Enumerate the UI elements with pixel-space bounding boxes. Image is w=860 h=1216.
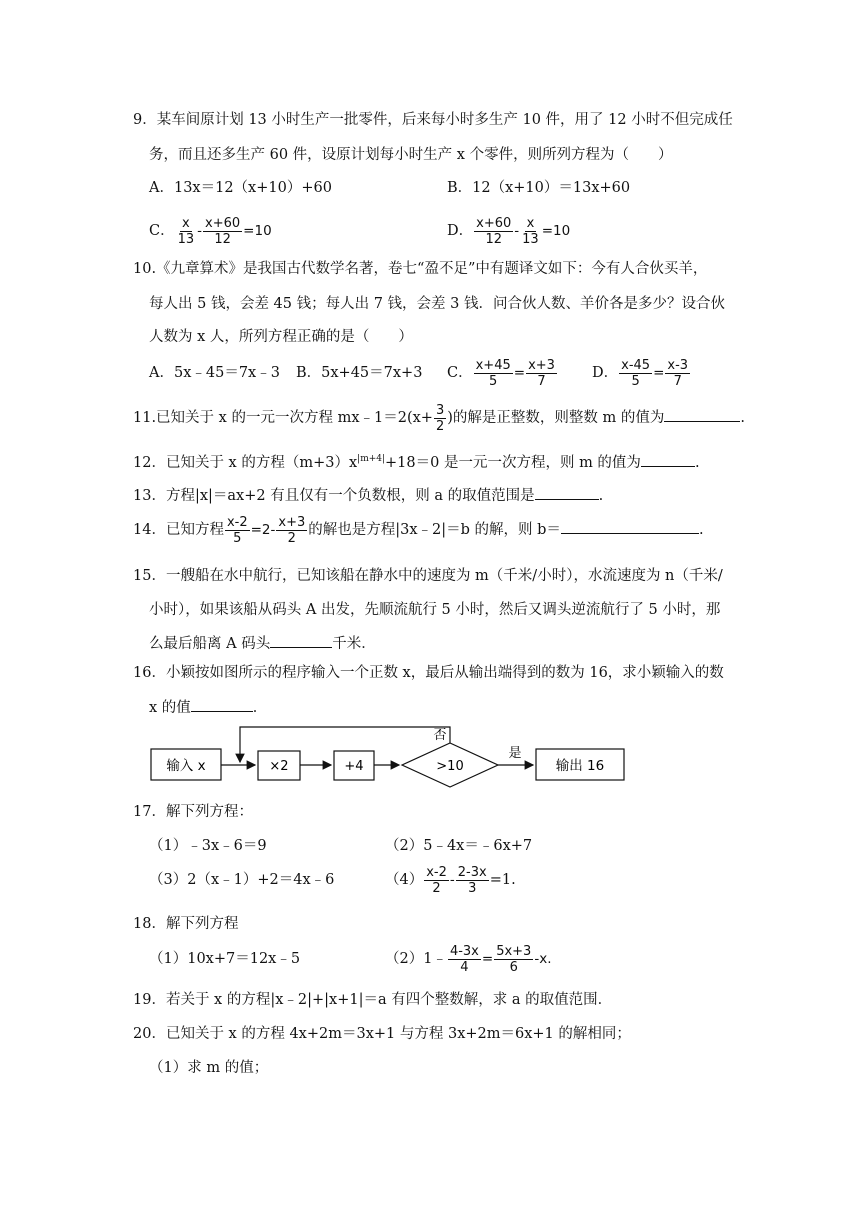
answer-blank — [561, 519, 699, 534]
q10-option-b: B．5x+45＝7x+3 — [296, 365, 423, 381]
q9-option-b: B．12（x+10）＝13x+60 — [447, 180, 631, 196]
q9-option-a: A．13x＝12（x+10）+60 — [149, 180, 332, 196]
q10-line2: 每人出 5 钱，会差 45 钱；每人出 7 钱，会差 3 钱．问合伙人数、羊价各是多少？设合伙 — [149, 296, 725, 312]
q15-line1: 15．一艘船在水中航行，已知该船在静水中的速度为 m（千米/小时），水流速度为 n（千米/ — [133, 568, 723, 584]
flow-add-label: +4 — [344, 759, 364, 774]
flow-no-label: 否 — [433, 728, 447, 743]
flow-condition-label: >10 — [436, 759, 464, 774]
q19: 19．若关于 x 的方程|x﹣2|+|x+1|＝a 有四个整数解，求 a 的取值范围． — [133, 992, 613, 1008]
q18-title: 18．解下列方程 — [133, 916, 239, 932]
q10-option-c: C． $\frac{x+45}{5}$ = $\frac{x+3}{7}$ — [447, 357, 555, 389]
q9-option-c: C． $\frac{x}{13}$ - $\frac{x+60}{12}$ =10 — [149, 215, 272, 247]
q16-line1: 16．小颖按如图所示的程序输入一个正数 x，最后从输出端得到的数为 16，求小颖输入的数 — [133, 665, 724, 681]
q9-line1: 9．某车间原计划 13 小时生产一批零件，后来每小时多生产 10 件，用了 12 小时不但完成任 — [133, 112, 733, 128]
q15-line2: 小时），如果该船从码头 A 出发，先顺流航行 5 小时，然后又调头逆流航行了 5 小时，那 — [149, 602, 721, 618]
q17-part2: （2）5﹣4x＝﹣6x+7 — [385, 838, 533, 854]
q17-part1: （1）﹣3x﹣6＝9 — [149, 838, 267, 854]
answer-blank — [535, 485, 599, 500]
q10-option-d: D． $\frac{x-45}{5}$ = $\frac{x-3}{7}$ — [592, 357, 689, 389]
flowchart — [140, 718, 640, 790]
q11: 11.已知关于 x 的一元一次方程 mx﹣1＝2(x+ $\frac{3}{2}$ )的解是正整数，则整数 m 的值为 . — [133, 402, 745, 434]
q10-line3: 人数为 x 人，所列方程正确的是（ ） — [149, 329, 413, 345]
answer-blank — [191, 697, 253, 712]
q14: 14．已知方程 $\frac{x-2}{5}$ =2- $\frac{x+3}{2}$ 的解也是方程|3x﹣2|＝b 的解，则 b＝ . — [133, 514, 704, 546]
q10-line1: 10.《九章算术》是我国古代数学名著，卷七“盈不足”中有题译文如下：今有人合伙买羊， — [133, 261, 708, 277]
flow-input-label: 输入 x — [166, 758, 206, 774]
q17-title: 17．解下列方程： — [133, 804, 253, 820]
answer-blank — [641, 452, 695, 467]
q13: 13．方程|x|＝ax+2 有且仅有一个负数根，则 a 的取值范围是 . — [133, 485, 603, 506]
flow-output-label: 输出 16 — [555, 758, 605, 774]
flow-multiply-label: ×2 — [269, 759, 289, 774]
q9-line2: 务，而且还多生产 60 件，设原计划每小时生产 x 个零件，则所列方程为（ ） — [149, 147, 673, 163]
flow-yes-label: 是 — [508, 746, 522, 761]
q12: 12．已知关于 x 的方程$(m+3)x^{|m+4|}+18=0$ 是一元一次方程，则 m 的值为 . — [133, 452, 700, 473]
answer-blank — [270, 633, 332, 648]
q17-part4: （4） $\frac{x-2}{2}$ - $\frac{2-3x}{3}$ =1. — [385, 864, 516, 896]
q18-part1: （1）10x+7＝12x﹣5 — [149, 951, 301, 967]
q18-part2: （2）1﹣ $\frac{4-3x}{4}$ = $\frac{5x+3}{6}$ -x. — [385, 943, 552, 975]
q15-line3: 么最后船离 A 码头 千米． — [149, 633, 376, 654]
q16-line2: x 的值 ． — [149, 697, 267, 718]
answer-blank — [664, 407, 740, 422]
q10-option-a: A．5x﹣45＝7x﹣3 — [149, 365, 280, 381]
q20-part1: （1）求 m 的值； — [149, 1060, 269, 1076]
q20: 20．已知关于 x 的方程 4x+2m＝3x+1 与方程 3x+2m＝6x+1 的解相同； — [133, 1026, 631, 1042]
q9-option-d: D． $\frac{x+60}{12}$ - $\frac{x}{13}$ =10 — [447, 215, 571, 247]
q17-part3: （3）2（x﹣1）+2＝4x﹣6 — [149, 872, 335, 888]
